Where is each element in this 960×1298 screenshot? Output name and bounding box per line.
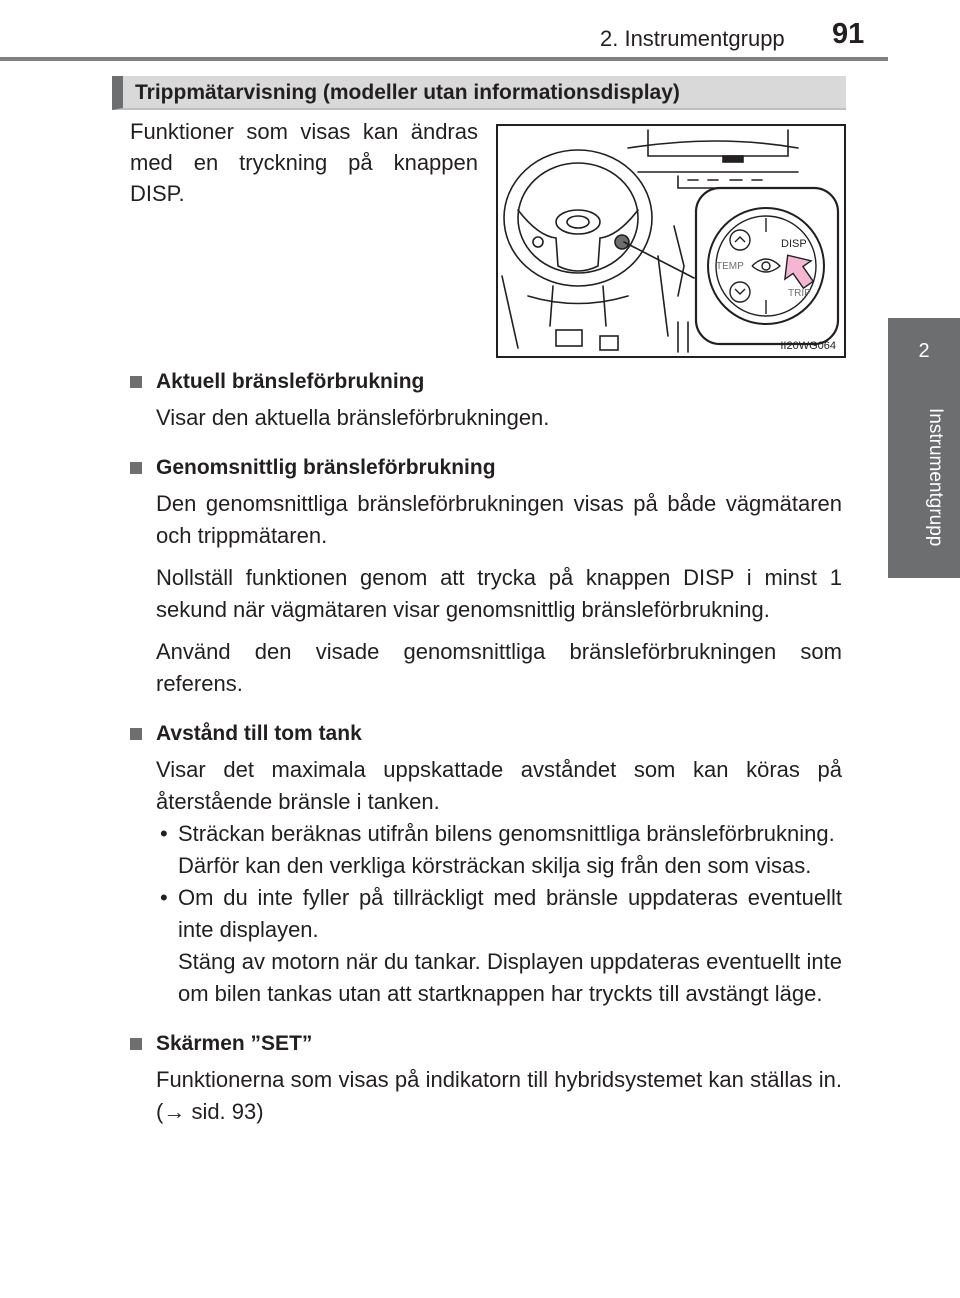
disp-label: DISP bbox=[781, 238, 807, 250]
item-paragraph: Använd den visade genomsnittliga bränsleförbrukningen som referens. bbox=[156, 639, 842, 696]
chapter-tab bbox=[888, 318, 960, 578]
chapter-title: 2. Instrumentgrupp bbox=[600, 26, 785, 51]
item-heading-text: Avstånd till tom tank bbox=[156, 722, 362, 745]
square-bullet-icon bbox=[130, 728, 142, 740]
item-heading-text: Aktuell bränsleförbrukning bbox=[156, 370, 425, 393]
section-title: Trippmätarvisning (modeller utan informationsdisplay) bbox=[135, 81, 680, 104]
item-paragraph: Nollställ funktionen genom att trycka på knappen DISP i minst 1 sekund när vägmätaren visar genomsnittlig bränsleförbrukning. bbox=[156, 565, 842, 622]
trip-label: TRIP bbox=[788, 288, 811, 299]
item-heading-text: Skärmen ”SET” bbox=[156, 1032, 313, 1055]
section-intro: Funktioner som visas kan ändras med en tryckning på knappen DISP. bbox=[130, 119, 478, 206]
figure-id-label: II20WG064 bbox=[780, 340, 836, 352]
square-bullet-icon bbox=[130, 1038, 142, 1050]
item-paragraph: Visar den aktuella bränsleförbrukningen. bbox=[156, 405, 550, 430]
item-paragraph: Funktionerna som visas på indikatorn till hybridsystemet kan ställas in. (→ sid. 93) bbox=[156, 1067, 842, 1124]
item-paragraph: Den genomsnittliga bränsleförbrukningen visas på både vägmätaren och trippmätaren. bbox=[156, 491, 842, 548]
item-heading-current-consumption bbox=[130, 368, 842, 396]
temp-label: TEMP bbox=[716, 261, 744, 272]
bullet-line: Därför kan den verkliga körsträckan skilja sig från den som visas. bbox=[178, 853, 812, 878]
section-content bbox=[130, 368, 842, 1138]
bullet-item bbox=[156, 882, 842, 1010]
chapter-tab-label: Instrumentgrupp bbox=[925, 408, 946, 547]
page-number: 91 bbox=[832, 18, 865, 50]
chapter-tab-number: 2 bbox=[918, 340, 930, 362]
item-heading-set-screen bbox=[130, 1030, 842, 1058]
item-paragraph: Visar det maximala uppskattade avståndet som kan köras på återstående bränsle i tanken. bbox=[156, 757, 842, 814]
dashboard-drawing bbox=[498, 126, 844, 356]
dashboard-illustration bbox=[496, 124, 846, 358]
section-title-bar bbox=[112, 76, 846, 110]
item-heading-average-consumption bbox=[130, 454, 842, 482]
item-heading-text: Genomsnittlig bränsleförbrukning bbox=[156, 456, 496, 479]
bullet-dot-icon: • bbox=[160, 885, 168, 910]
header-rule bbox=[0, 57, 888, 61]
bullet-item bbox=[156, 818, 842, 882]
bullet-line: Stäng av motorn när du tankar. Displayen uppdateras eventuellt inte om bilen tankas utan att startknappen har tryckts till avstängt läge. bbox=[178, 949, 842, 1006]
square-bullet-icon bbox=[130, 462, 142, 474]
bullet-line: Om du inte fyller på tillräckligt med bränsle uppdateras eventuellt inte displayen. bbox=[178, 885, 842, 942]
square-bullet-icon bbox=[130, 376, 142, 388]
bullet-dot-icon: • bbox=[160, 821, 168, 846]
item-heading-range bbox=[130, 720, 842, 748]
bullet-line: Sträckan beräknas utifrån bilens genomsnittliga bränsleförbrukning. bbox=[178, 821, 835, 846]
